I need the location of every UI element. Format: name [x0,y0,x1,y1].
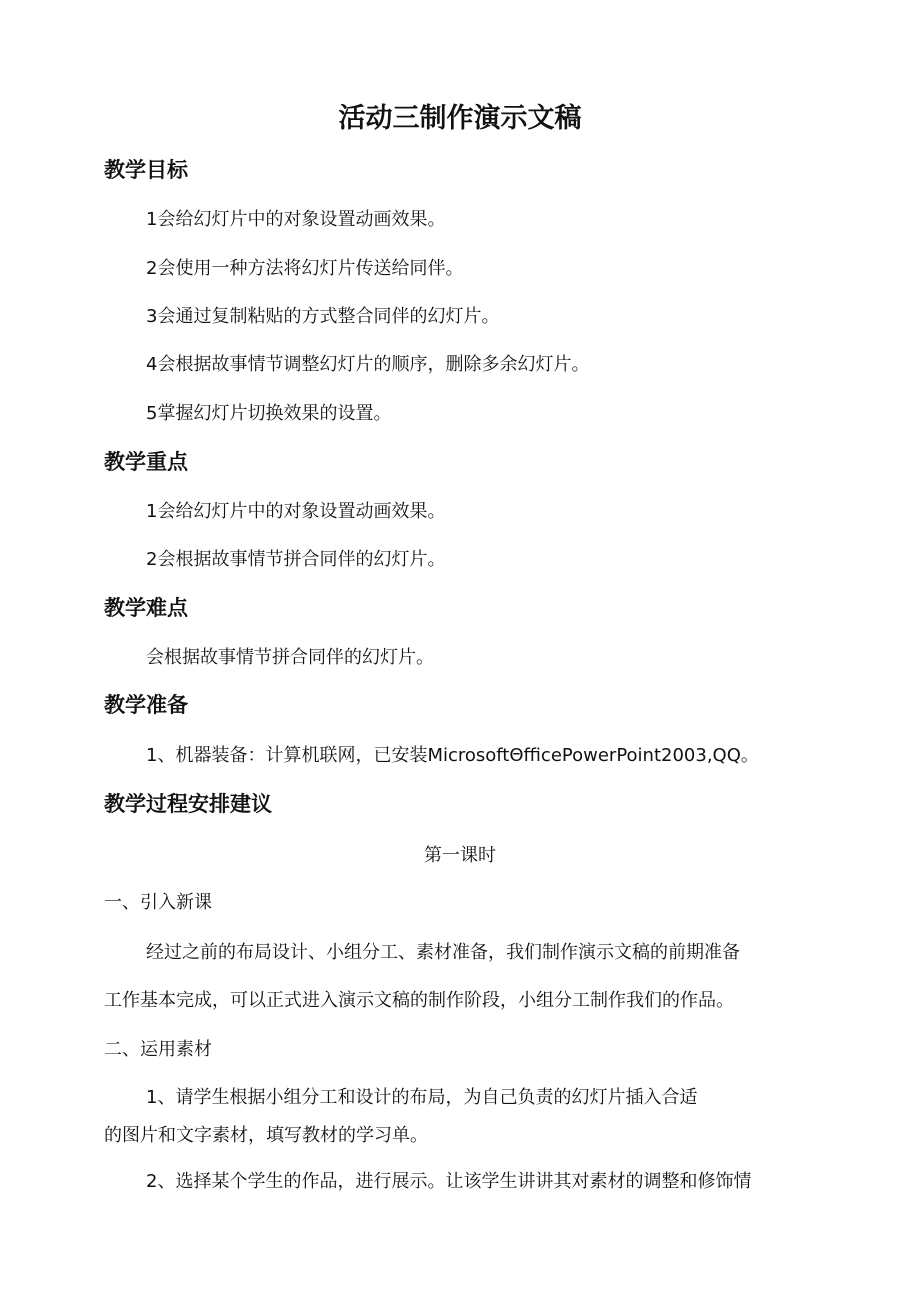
goal-item: 1会给幻灯片中的对象设置动画效果。 [146,209,446,230]
paragraph-line: 2、选择某个学生的作品，进行展示。让该学生讲讲其对素材的调整和修饰情 [146,1171,752,1192]
paragraph-line: 的图片和文字素材，填写教材的学习单。 [104,1125,428,1146]
lesson-label: 第一课时 [424,845,496,866]
goal-item: 2会使用一种方法将幻灯片传送给同伴。 [146,258,464,279]
key-point-item: 2会根据故事情节拼合同伴的幻灯片。 [146,549,446,570]
paragraph-line: 1、请学生根据小组分工和设计的布局，为自己负责的幻灯片插入合适 [146,1087,698,1108]
key-point-item: 1会给幻灯片中的对象设置动画效果。 [146,501,446,522]
paragraph-line: 工作基本完成，可以正式进入演示文稿的制作阶段，小组分工制作我们的作品。 [104,990,734,1011]
goal-item: 3会通过复制粘贴的方式整合同伴的幻灯片。 [146,306,500,327]
goals-heading: 教学目标 [104,158,188,182]
section-heading: 二、运用素材 [104,1039,212,1060]
key-points-heading: 教学重点 [104,450,188,474]
paragraph-line: 经过之前的布局设计、小组分工、素材准备，我们制作演示文稿的前期准备 [146,942,740,963]
difficulty-text: 会根据故事情节拼合同伴的幻灯片。 [146,647,434,668]
document-title: 活动三制作演示文稿 [338,103,582,134]
preparation-text: 1、机器装备：计算机联网，已安装MicrosoftΘfficePowerPoint2003,QQ。 [146,745,759,766]
goal-item: 5掌握幻灯片切换效果的设置。 [146,403,392,424]
section-heading: 一、引入新课 [104,892,212,913]
goal-item: 4会根据故事情节调整幻灯片的顺序，删除多余幻灯片。 [146,354,590,375]
difficulty-heading: 教学难点 [104,596,188,620]
process-heading: 教学过程安排建议 [104,792,272,816]
preparation-heading: 教学准备 [104,693,188,717]
